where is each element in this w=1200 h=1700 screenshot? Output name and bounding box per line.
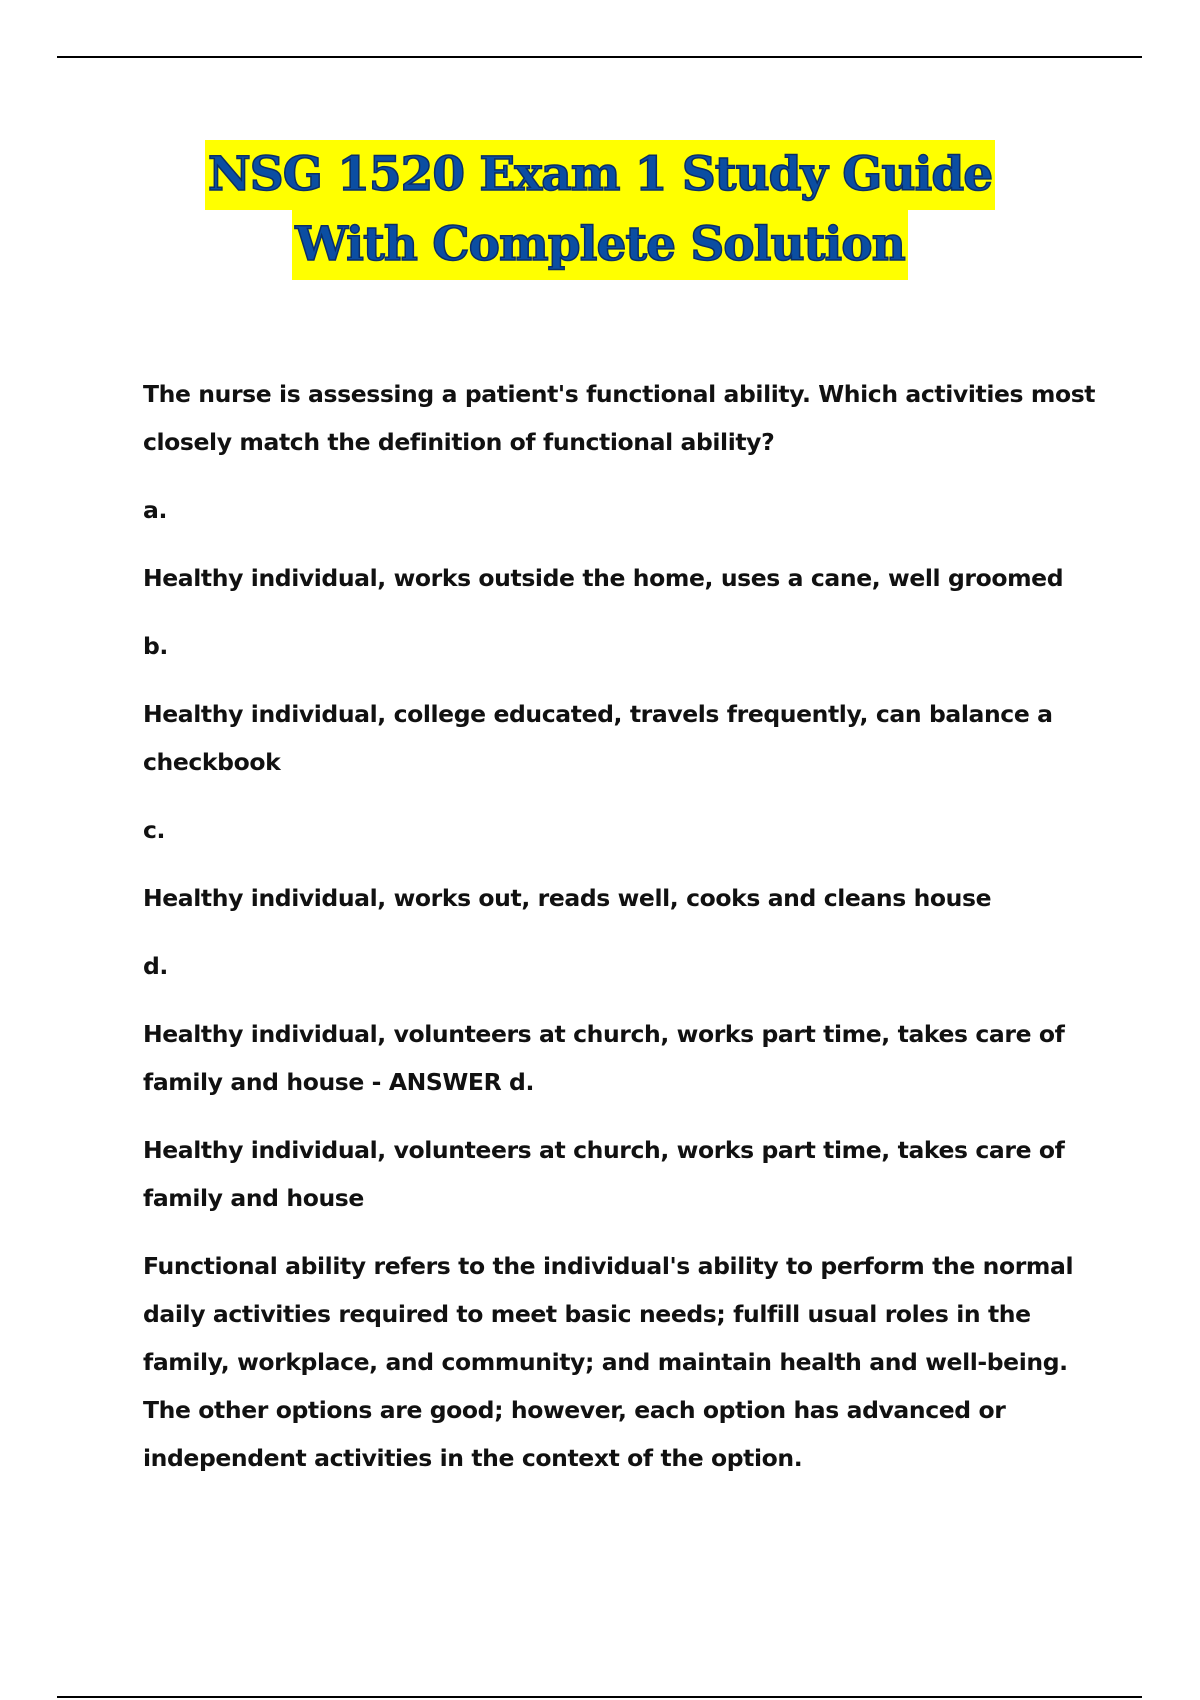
document-title	[0, 140, 1200, 280]
option-letter-d: d.	[143, 952, 168, 980]
option-letter-a: a.	[143, 496, 167, 524]
title-line-2: With Complete Solution	[292, 210, 908, 280]
rationale-text: Functional ability refers to the individual's ability to perform the normal daily activities required to meet basic needs; fulfill usual roles in the family, workplace, and community; and maintain health and well-being. The other options are good; however, each option has advanced or independent activities in the context of the option.	[143, 1252, 1074, 1472]
bottom-rule	[57, 1696, 1142, 1698]
question-text: The nurse is assessing a patient's functional ability. Which activities most closely match the definition of functional ability?	[143, 380, 1096, 456]
option-text-b: Healthy individual, college educated, travels frequently, can balance a checkbook	[143, 700, 1053, 776]
option-text-c: Healthy individual, works out, reads well, cooks and cleans house	[143, 884, 992, 912]
option-letter-c: c.	[143, 816, 166, 844]
answer-text: Healthy individual, volunteers at church, works part time, takes care of family and house	[143, 1136, 1065, 1212]
top-rule	[57, 56, 1142, 58]
document-body	[143, 370, 1103, 1502]
option-text-a: Healthy individual, works outside the home, uses a cane, well groomed	[143, 564, 1064, 592]
option-letter-b: b.	[143, 632, 168, 660]
option-text-d: Healthy individual, volunteers at church, works part time, takes care of family and house - ANSWER d.	[143, 1020, 1065, 1096]
title-line-1: NSG 1520 Exam 1 Study Guide	[205, 140, 995, 210]
